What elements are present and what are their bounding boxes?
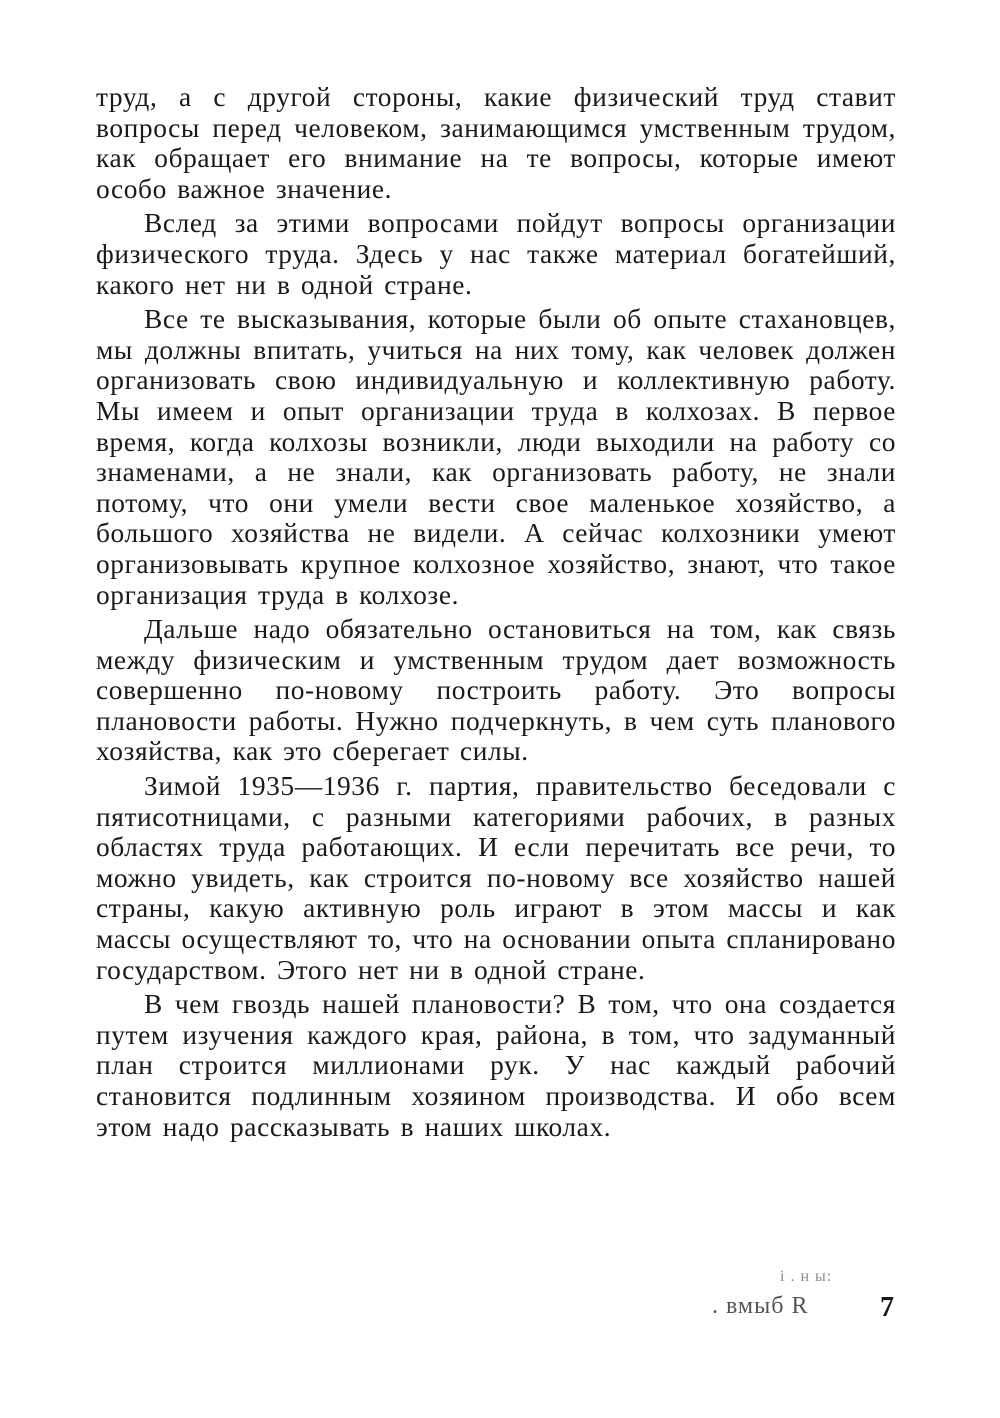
paragraph-1: труд, а с другой стороны, какие физический труд ставит вопросы перед человеком, занимающимся умственным трудом, как обращает его внимание на те вопросы, которые имеют особо важное значение.	[96, 82, 896, 204]
paragraph-2: Вслед за этими вопросами пойдут вопросы организации физического труда. Здесь у нас также материал богатейший, какого нет ни в одной стране.	[96, 208, 896, 300]
library-stamp-bottom: . вмыб R	[712, 1293, 809, 1319]
library-stamp-top: і . н ы:	[780, 1268, 833, 1285]
page-number: 7	[880, 1292, 894, 1323]
paragraph-3: Все те высказывания, которые были об опыте стахановцев, мы должны впитать, учиться на них тому, как человек должен организовать свою индивидуальную и коллективную работу. Мы имеем и опыт организации труда в колхозах. В первое время, когда колхозы возникли, люди выходили на работу со знаменами, а не знали, как организовать работу, не знали потому, что они умели вести свое маленькое хозяйство, а большого хозяйства не видели. А сейчас колхозники умеют организовывать крупное колхозное хозяйство, знают, что такое организация труда в колхозе.	[96, 304, 896, 610]
page-body	[96, 82, 896, 1146]
paragraph-5: Зимой 1935—1936 г. партия, правительство беседовали с пятисотницами, с разными категориями рабочих, в разных областях труда работающих. И если перечитать все речи, то можно увидеть, как строится по-новому все хозяйство нашей страны, какую активную роль играют в этом массы и как массы осуществляют то, что на основании опыта спланировано государством. Этого нет ни в одной стране.	[96, 771, 896, 985]
paragraph-6: В чем гвоздь нашей плановости? В том, что она создается путем изучения каждого края, района, в том, что задуманный план строится миллионами рук. У нас каждый рабочий становится подлинным хозяином производства. И обо всем этом надо рассказывать в наших школах.	[96, 989, 896, 1142]
paragraph-4: Дальше надо обязательно остановиться на том, как связь между физическим и умственным трудом дает возможность совершенно по-новому построить работу. Это вопросы плановости работы. Нужно подчеркнуть, в чем суть планового хозяйства, как это сберегает силы.	[96, 614, 896, 767]
